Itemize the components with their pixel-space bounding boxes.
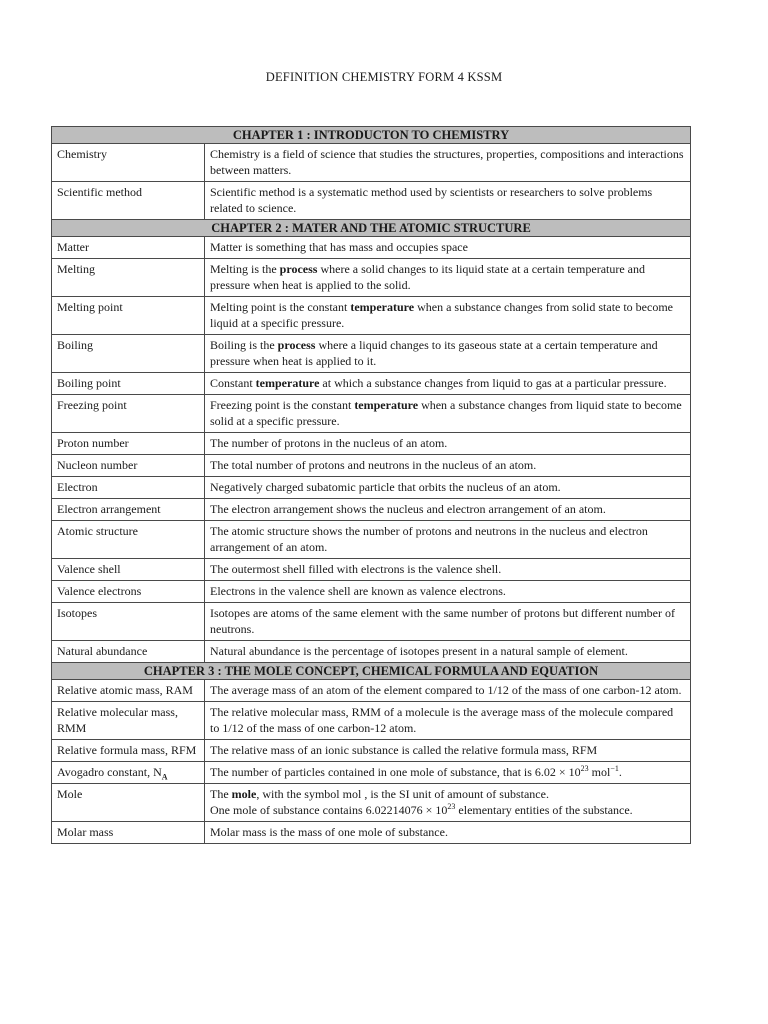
definition-text: elementary entities of the substance. [455,803,633,817]
term-text: Boiling [57,338,94,352]
term-text: Mole [57,787,83,801]
term-text: Melting point [57,300,123,314]
term-text: Chemistry [57,147,107,161]
definition-cell [205,395,691,433]
definition-emphasis: process [277,338,316,352]
definition-text: Melting point is the constant [210,300,351,314]
term-cell [52,762,205,784]
term-cell [52,499,205,521]
definition-row [52,581,691,603]
definition-cell [205,237,691,259]
definition-text: Scientific method is a systematic method used by scientists or researchers to solve problems related to science. [210,185,653,215]
definition-cell [205,182,691,220]
term-text: Proton number [57,436,129,450]
definition-text: The number of particles contained in one mole of substance, that is 6.02 × 10 [210,765,581,779]
definition-cell [205,297,691,335]
definition-text: One mole of substance contains 6.02214076 × 10 [210,803,448,817]
definition-text: Melting is the [210,262,280,276]
definition-cell [205,680,691,702]
definition-superscript: 23 [447,802,456,811]
term-text: Nucleon number [57,458,138,472]
definition-text: Natural abundance is the percentage of isotopes present in a natural sample of element. [210,644,628,658]
term-cell [52,581,205,603]
definition-row [52,433,691,455]
chapter-heading-row [52,663,691,680]
definition-row [52,822,691,844]
term-cell [52,433,205,455]
definition-text: at which a substance changes from liquid to gas at a particular pressure. [319,376,667,390]
term-text: Electron [57,480,98,494]
definition-cell [205,784,691,822]
definition-row [52,335,691,373]
definition-text: The average mass of an atom of the element compared to 1/12 of the mass of one carbon-12 atom. [210,683,682,697]
term-text: Matter [57,240,89,254]
term-cell [52,559,205,581]
definition-cell [205,499,691,521]
term-cell [52,395,205,433]
term-cell [52,259,205,297]
definition-text: , with the symbol mol , is the SI unit of amount of substance. [256,787,549,801]
chapter-heading: CHAPTER 2 : MATER AND THE ATOMIC STRUCTURE [52,220,691,237]
definition-emphasis: process [279,262,318,276]
definition-cell [205,702,691,740]
term-cell [52,641,205,663]
term-cell [52,237,205,259]
definition-cell [205,762,691,784]
definition-emphasis: mole [231,787,257,801]
term-cell [52,373,205,395]
definition-text: The relative molecular mass, RMM of a molecule is the average mass of the molecule compared to 1/12 of the mass of one carbon-12 atom. [210,705,674,735]
term-text: Scientific method [57,185,142,199]
definition-row [52,259,691,297]
definition-emphasis: temperature [354,398,419,412]
definition-text: The relative mass of an ionic substance is called the relative formula mass, RFM [210,743,598,757]
definition-row [52,237,691,259]
definition-row [52,373,691,395]
definitions-table-body [52,127,691,844]
term-text: Natural abundance [57,644,148,658]
definition-text: Freezing point is the constant [210,398,355,412]
term-subscript: A [161,772,168,782]
term-text: Electron arrangement [57,502,161,516]
definition-text: Negatively charged subatomic particle that orbits the nucleus of an atom. [210,480,561,494]
term-cell [52,455,205,477]
definition-text: The electron arrangement shows the nucleus and electron arrangement of an atom. [210,502,606,516]
definition-cell [205,822,691,844]
definition-text: mol [588,765,611,779]
chapter-heading-row [52,220,691,237]
definition-cell [205,373,691,395]
definitions-table [51,126,691,844]
definition-row [52,641,691,663]
definition-text: Chemistry is a field of science that studies the structures, properties, compositions and interactions between matters. [210,147,684,177]
definition-row [52,297,691,335]
definition-cell [205,433,691,455]
term-text: Isotopes [57,606,97,620]
definition-cell [205,144,691,182]
definition-text: The number of protons in the nucleus of an atom. [210,436,448,450]
definition-text: Molar mass is the mass of one mole of substance. [210,825,448,839]
term-text: Avogadro constant, N [57,765,162,779]
term-cell [52,680,205,702]
definition-text: The [210,787,232,801]
term-cell [52,603,205,641]
definition-cell [205,603,691,641]
definition-row [52,740,691,762]
term-cell [52,144,205,182]
definition-row [52,762,691,784]
definition-text: Isotopes are atoms of the same element with the same number of protons but different number of neutrons. [210,606,675,636]
term-cell [52,477,205,499]
definition-row [52,784,691,822]
definition-text: The outermost shell filled with electrons is the valence shell. [210,562,502,576]
definition-row [52,144,691,182]
term-cell [52,521,205,559]
term-text: Boiling point [57,376,121,390]
definition-row [52,559,691,581]
definition-row [52,455,691,477]
term-cell [52,702,205,740]
definition-row [52,477,691,499]
definition-cell [205,259,691,297]
definition-cell [205,740,691,762]
term-cell [52,182,205,220]
term-text: Molar mass [57,825,114,839]
term-text: Freezing point [57,398,127,412]
definition-text: . [618,765,622,779]
term-text: Atomic structure [57,524,138,538]
definition-text: Boiling is the [210,338,278,352]
term-cell [52,297,205,335]
definition-superscript: 23 [580,764,589,773]
term-cell [52,740,205,762]
definition-text: when a substance changes from solid state to become liquid at a specific pressure. [210,300,673,330]
term-cell [52,335,205,373]
chapter-heading-row [52,127,691,144]
chapter-heading: CHAPTER 3 : THE MOLE CONCEPT, CHEMICAL FORMULA AND EQUATION [52,663,691,680]
definition-text: where a liquid changes to its gaseous state at a certain temperature and pressure when heat is applied to it. [210,338,658,368]
term-cell [52,784,205,822]
definition-cell [205,641,691,663]
definition-text: where a solid changes to its liquid state at a certain temperature and pressure when heat is applied to the solid. [210,262,645,292]
definition-row [52,499,691,521]
definition-row [52,603,691,641]
chapter-heading: CHAPTER 1 : INTRODUCTON TO CHEMISTRY [52,127,691,144]
term-text: Valence electrons [57,584,142,598]
definition-cell [205,477,691,499]
term-text: Relative molecular mass, RMM [57,705,178,735]
definition-text: The atomic structure shows the number of protons and neutrons in the nucleus and electron arrangement of an atom. [210,524,648,554]
term-text: Melting [57,262,95,276]
definition-row [52,395,691,433]
definition-emphasis: temperature [350,300,415,314]
definition-cell [205,335,691,373]
definition-cell [205,559,691,581]
definition-text: Constant [210,376,256,390]
definition-cell [205,455,691,477]
definition-emphasis: temperature [255,376,320,390]
term-text: Valence shell [57,562,121,576]
term-text: Relative formula mass, RFM [57,743,197,757]
definition-cell [205,581,691,603]
definition-text: Matter is something that has mass and occupies space [210,240,468,254]
definition-superscript: −1 [610,764,619,773]
definition-cell [205,521,691,559]
definition-text: Electrons in the valence shell are known as valence electrons. [210,584,506,598]
definition-text: when a substance changes from liquid state to become solid at a specific pressure. [210,398,682,428]
definition-text: The total number of protons and neutrons in the nucleus of an atom. [210,458,537,472]
definition-row [52,702,691,740]
definition-row [52,182,691,220]
term-cell [52,822,205,844]
term-text: Relative atomic mass, RAM [57,683,193,697]
definition-row [52,521,691,559]
document-title: DEFINITION CHEMISTRY FORM 4 KSSM [265,70,503,84]
definition-row [52,680,691,702]
